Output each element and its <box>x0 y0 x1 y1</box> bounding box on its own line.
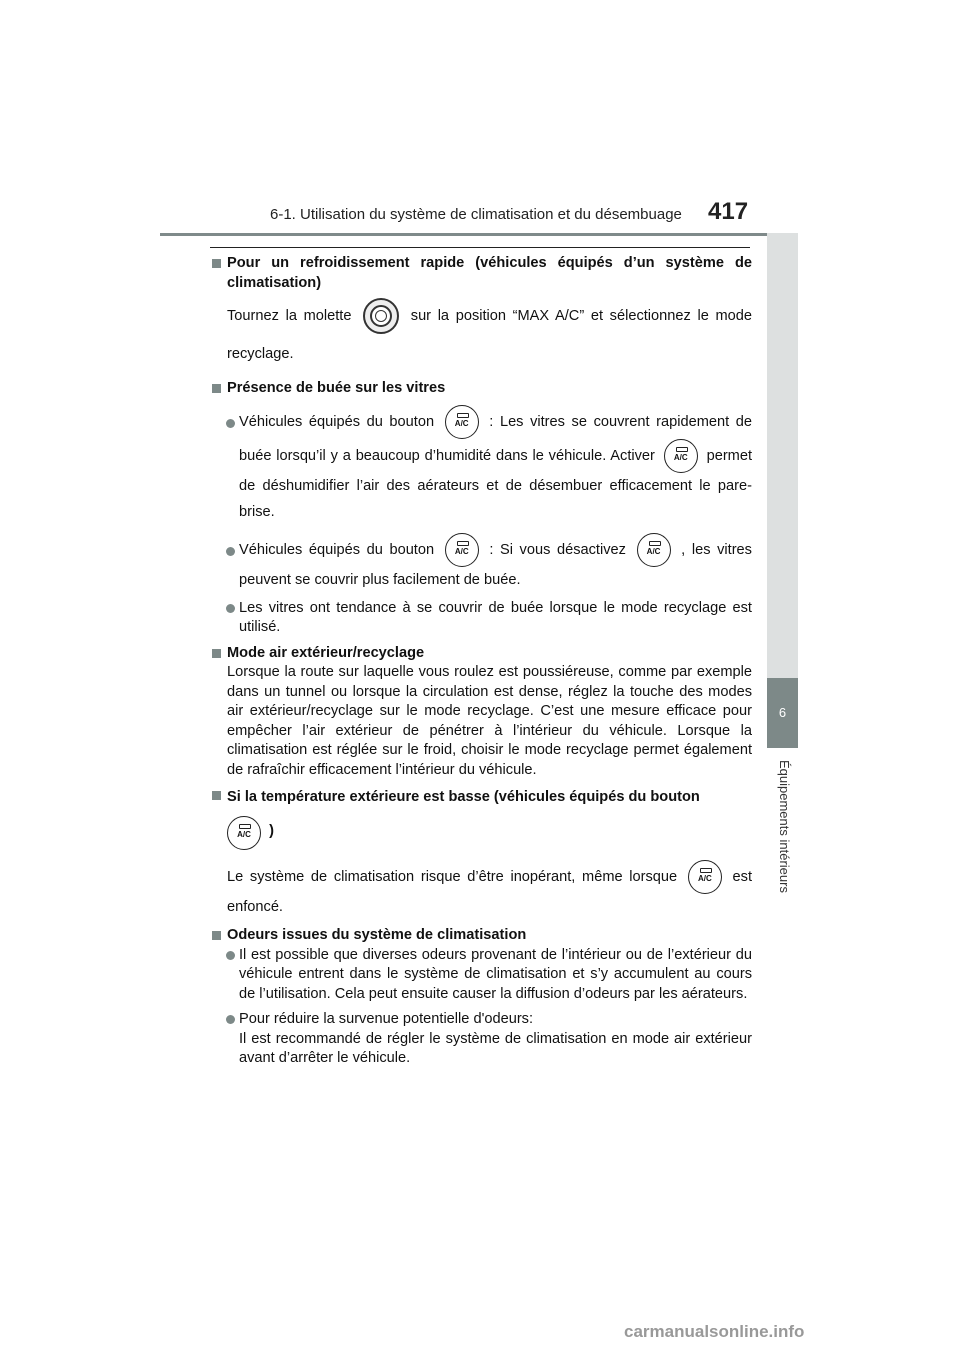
quick-cooling-text: Tournez la molette sur la position “MAX A/C” et sélectionnez le mode recyclage. <box>212 297 752 373</box>
low-temperature-text: Le système de climatisation risque d’être inopérant, même lorsque A/C est enfoncé. <box>212 860 752 920</box>
section-title-fogging: Présence de buée sur les vitres <box>212 379 752 399</box>
list-item: Véhicules équipés du bouton A/C : Si vous désactivez A/C , les vitres peuvent se couvrir plus facilement de buée. <box>212 533 752 593</box>
bullet-dot-icon <box>226 419 235 428</box>
section-square-icon <box>212 791 221 800</box>
list-item: Pour réduire la survenue potentielle d'odeurs: Il est recommandé de régler le système de climatisation en mode air extérieur avant d’arrêter le véhicule. <box>212 1010 752 1069</box>
section-square-icon <box>212 931 221 940</box>
bullet-dot-icon <box>226 1015 235 1024</box>
ac-button-icon: A/C <box>227 816 261 850</box>
section-title-quick-cooling: Pour un refroidissement rapide (véhicules équipés d’un système de climatisation) <box>212 254 752 293</box>
header-rule <box>160 233 798 236</box>
section-square-icon <box>212 259 221 268</box>
section-square-icon <box>212 384 221 393</box>
bullet-dot-icon <box>226 604 235 613</box>
ac-button-icon: A/C <box>637 533 671 567</box>
page-content <box>212 254 752 1069</box>
section-title-odors: Odeurs issues du système de climatisation <box>212 926 752 946</box>
watermark: carmanualsonline.info <box>624 1322 805 1341</box>
recirculation-text: Lorsque la route sur laquelle vous roulez est poussiéreuse, comme par exemple dans un tunnel ou lorsque la circulation est dense, réglez la touche des modes air extérieur/recyclage sur le mode recyclage. C’est une mesure efficace pour empêcher l’air extérieur de pénétrer à l’intérieur du véhicule. Lorsque la climatisation est réglée sur le froid, choisir le mode recyclage permet également de rafraîchir efficacement l’intérieur du véhicule. <box>227 664 752 778</box>
section-rule <box>210 247 750 248</box>
bullet-dot-icon <box>226 951 235 960</box>
chapter-tab: 6 <box>767 678 798 748</box>
running-header: 6-1. Utilisation du système de climatisation et du désembuage <box>270 206 682 223</box>
list-item: Il est possible que diverses odeurs provenant de l’intérieur ou de l’extérieur du véhicule entrent dans le système de climatisation et s’y accumulent au cours de l’utilisation. Cela peut ensuite causer la diffusion d’odeurs par les aérateurs. <box>212 946 752 1005</box>
ac-button-icon: A/C <box>688 860 722 894</box>
ac-button-icon: A/C <box>445 405 479 439</box>
chapter-label: Équipements intérieurs <box>777 760 792 893</box>
list-item: Véhicules équipés du bouton A/C : Les vitres se couvrent rapidement de buée lorsqu’il y a beaucoup d’humidité dans le véhicule. Activer A/C permet de déshumidifier l’air des aérateurs et de désembuer efficacement le pare-brise. <box>212 405 752 525</box>
bullet-dot-icon <box>226 547 235 556</box>
list-item: Les vitres ont tendance à se couvrir de buée lorsque le mode recyclage est utilisé. <box>212 599 752 638</box>
section-title-recirculation: Mode air extérieur/recyclage <box>212 644 752 664</box>
ac-button-icon: A/C <box>445 533 479 567</box>
side-margin-bar <box>767 233 798 678</box>
section-square-icon <box>212 649 221 658</box>
temperature-dial-icon <box>363 298 399 334</box>
section-title-low-temperature: Si la température extérieure est basse (véhicules équipés du bouton A/C ) <box>212 786 752 854</box>
ac-button-icon: A/C <box>664 439 698 473</box>
page-number: 417 <box>708 198 749 225</box>
